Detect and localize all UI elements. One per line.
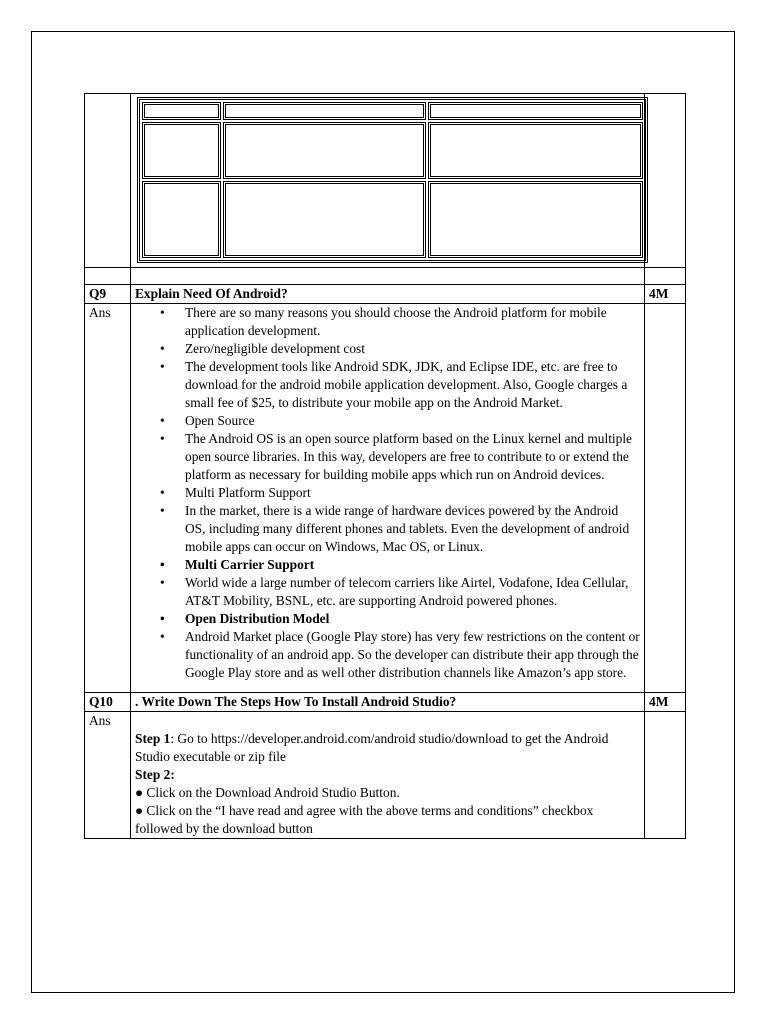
empty-cell: [645, 94, 686, 268]
empty-cell: [645, 712, 686, 839]
empty-cell: [645, 304, 686, 693]
q9-answer-row: [85, 304, 686, 693]
inner-cell: [223, 122, 426, 178]
q9-question-row: [85, 285, 686, 304]
q9-bullet-item: • Open Source: [185, 412, 640, 430]
step1-label: Step 1: [135, 731, 171, 746]
q9-ans-label: Ans: [85, 304, 131, 693]
step2-label: Step 2:: [135, 767, 175, 782]
q10-marks: 4M: [645, 693, 686, 712]
q9-bullet-item: • Zero/negligible development cost: [185, 340, 640, 358]
inner-cell: [142, 181, 221, 258]
inner-cell: [223, 102, 426, 120]
empty-cell: [85, 94, 131, 268]
q9-bullet-item: • Multi Platform Support: [185, 484, 640, 502]
empty-cell: [85, 268, 131, 285]
q10-number: Q10: [85, 693, 131, 712]
empty-cell: [645, 268, 686, 285]
q9-question: Explain Need Of Android?: [131, 285, 645, 304]
q9-bullet-item: • Multi Carrier Support: [185, 556, 640, 574]
q9-bullet-item: • Android Market place (Google Play store) has very few restrictions on the content or functionality of an android app. So the developer can distribute their app through the Google Play store and as well other distribution channels like Amazon’s app store.: [185, 628, 640, 682]
q9-bullet-item: • World wide a large number of telecom carriers like Airtel, Vodafone, Idea Cellular, AT&T Mobility, BSNL, etc. are supporting Android powered phones.: [185, 574, 640, 610]
inner-cell: [428, 181, 643, 258]
q10-question-row: [85, 693, 686, 712]
q9-bullet-item: • There are so many reasons you should choose the Android platform for mobile application development.: [185, 304, 640, 340]
q9-bullet-list: [135, 304, 640, 682]
inner-cell: [142, 122, 221, 178]
question-table: [84, 93, 686, 839]
q9-number: Q9: [85, 285, 131, 304]
inner-cell: [142, 102, 221, 120]
spacer-row: [85, 268, 686, 285]
q9-bullet-item: • In the market, there is a wide range of hardware devices powered by the Android OS, including many different phones and tablets. Even the development of android mobile apps can occur on Windows, Mac OS, or Linux.: [185, 502, 640, 556]
empty-cell: [131, 268, 645, 285]
q10-answer-row: [85, 712, 686, 839]
q9-bullet-item: • The Android OS is an open source platform based on the Linux kernel and multiple open source libraries. In this way, developers are free to contribute to or extend the platform as necessary for building mobile apps which run on Android devices.: [185, 430, 640, 484]
step2-item: ● Click on the “I have read and agree with the above terms and conditions” checkbox followed by the download button: [135, 803, 594, 836]
inner-cell: [223, 181, 426, 258]
inner-cell: [428, 102, 643, 120]
q10-ans-label: Ans: [85, 712, 131, 839]
q9-bullet-item: • The development tools like Android SDK, JDK, and Eclipse IDE, etc. are free to download for the android mobile application development. Also, Google charges a small fee of $25, to distribute your mobile app on the Android Market.: [185, 358, 640, 412]
q10-question: . Write Down The Steps How To Install Android Studio?: [131, 693, 645, 712]
step1-text: : Go to https://developer.android.com/android studio/download to get the Android Studio executable or zip file: [135, 731, 609, 764]
q9-answer: [131, 304, 645, 693]
q9-bullet-item: • Open Distribution Model: [185, 610, 640, 628]
q9-marks: 4M: [645, 285, 686, 304]
inner-cell: [428, 122, 643, 178]
q10-answer: [131, 712, 645, 839]
step1-paragraph: [135, 730, 640, 766]
previous-table-row: [85, 94, 686, 268]
step2-item: ● Click on the Download Android Studio Button.: [135, 785, 400, 800]
empty-inner-table: [137, 97, 648, 263]
inner-table-cell: [131, 94, 645, 268]
